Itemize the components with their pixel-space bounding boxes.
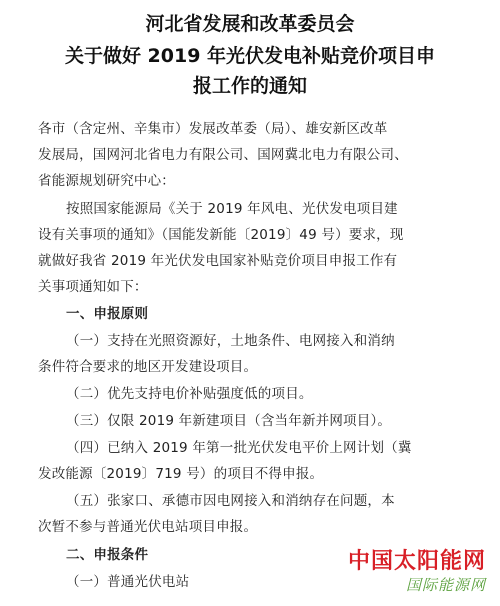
principle-item: （三）仅限 2019 年新建项目（含当年新并网项目）。 <box>66 413 392 429</box>
principle-item: 次暂不参与普通光伏电站项目申报。 <box>38 519 258 535</box>
issuer-title: 河北省发展和改革委员会 <box>145 13 355 35</box>
recipients-line: 发展局，国网河北省电力有限公司、国网冀北电力有限公司、 <box>38 147 408 163</box>
principle-item: （四）已纳入 2019 年第一批光伏发电平价上网计划（冀 <box>66 440 412 456</box>
watermark-main-text: 中国太阳能网 <box>347 548 486 574</box>
principle-item: （五）张家口、承德市因电网接入和消纳存在问题，本 <box>66 493 395 509</box>
notice-title-line-2: 报工作的通知 <box>192 75 307 97</box>
section-heading: 一、申报原则 <box>66 306 149 322</box>
notice-title-line-1: 关于做好 2019 年光伏发电补贴竞价项目申 <box>64 45 436 67</box>
principle-item: 条件符合要求的地区开发建设项目。 <box>38 359 258 375</box>
condition-item: （一）普通光伏电站 <box>66 574 190 590</box>
intro-line: 就做好我省 2019 年光伏发电国家补贴竞价项目申报工作有 <box>38 253 398 269</box>
watermark-sub-text: 国际能源网 <box>405 576 486 594</box>
recipients-line: 省能源规划研究中心： <box>38 173 175 189</box>
principle-item: （二）优先支持电价补贴强度低的项目。 <box>66 386 313 402</box>
principle-item: （一）支持在光照资源好，土地条件、电网接入和消纳 <box>66 333 395 349</box>
intro-line: 按照国家能源局《关于 2019 年风电、光伏发电项目建 <box>66 201 398 217</box>
section-heading: 二、申报条件 <box>66 547 149 563</box>
intro-line: 设有关事项的通知》（国能发新能〔2019〕49 号）要求，现 <box>38 227 404 243</box>
recipients-line: 各市（含定州、辛集市）发展改革委（局）、雄安新区改革 <box>38 121 388 137</box>
principle-item: 发改能源〔2019〕719 号）的项目不得申报。 <box>38 466 324 482</box>
intro-line: 关事项通知如下： <box>38 279 148 295</box>
watermark-logo <box>326 544 486 596</box>
